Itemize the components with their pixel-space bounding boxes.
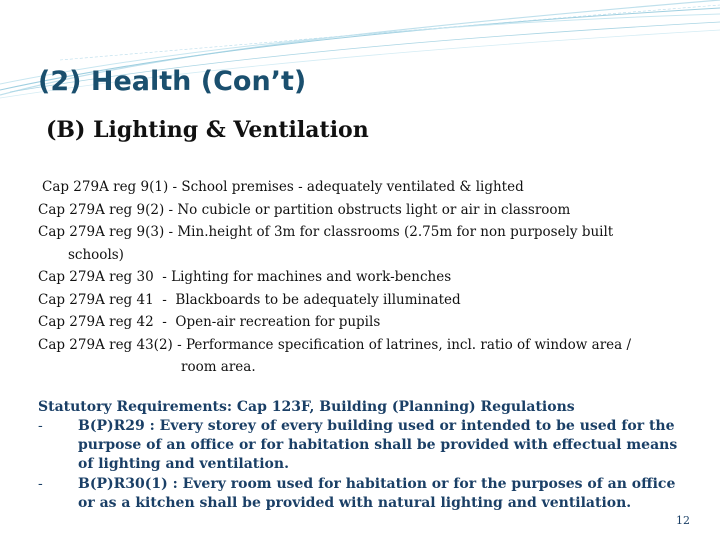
regulation-text: - Open-air recreation for pupils bbox=[153, 314, 381, 330]
bullet-dash: - bbox=[38, 476, 43, 492]
bullet-dash: - bbox=[38, 418, 43, 434]
regulation-ref: Cap 279A reg 9(2) bbox=[38, 201, 165, 218]
regulation-item bbox=[38, 311, 678, 334]
statutory-requirements bbox=[38, 398, 678, 513]
statutory-heading: Statutory Requirements: Cap 123F, Building (Planning) Regulations bbox=[38, 399, 575, 415]
regulation-text: - Performance specification of latrines, incl. ratio of window area / bbox=[172, 336, 632, 353]
slide-title: (2) Health (Con’t) bbox=[38, 66, 307, 97]
regulation-item bbox=[38, 176, 678, 199]
regulation-ref: Cap 279A reg 9(1) bbox=[42, 179, 169, 195]
regulation-item bbox=[38, 199, 678, 222]
regulation-text: - School premises - adequately ventilated & lighted bbox=[168, 179, 524, 195]
regulation-continuation: schools) bbox=[68, 246, 124, 263]
regulation-ref: Cap 279A reg 43(2) bbox=[38, 336, 173, 353]
statutory-text: B(P)R30(1) : Every room used for habitation or for the purposes of an office or as a kitchen shall be provided with natural lighting and ventilation. bbox=[78, 476, 676, 511]
regulation-text: - Lighting for machines and work-benches bbox=[153, 269, 452, 285]
regulation-text: - Min.height of 3m for classrooms (2.75m for non purposely built bbox=[164, 224, 614, 240]
regulation-text: - Blackboards to be adequately illuminated bbox=[153, 291, 461, 308]
statutory-item bbox=[38, 417, 678, 474]
regulation-item bbox=[38, 221, 678, 244]
regulation-item bbox=[38, 334, 678, 357]
regulation-ref: Cap 279A reg 41 bbox=[38, 291, 154, 308]
statutory-item bbox=[38, 475, 678, 513]
regulation-continuation: room area. bbox=[181, 359, 256, 375]
regulation-ref: Cap 279A reg 9(3) bbox=[38, 224, 165, 240]
regulation-text: - No cubicle or partition obstructs light or air in classroom bbox=[164, 201, 571, 218]
regulations-list bbox=[38, 176, 678, 379]
page-number: 12 bbox=[676, 514, 690, 527]
regulation-ref: Cap 279A reg 42 bbox=[38, 314, 154, 330]
statutory-text: B(P)R29 : Every storey of every building used or intended to be used for the purpose of an office or for habitation shall be provided with effectual means of lighting and ventilation. bbox=[78, 418, 678, 472]
regulation-item bbox=[38, 266, 678, 289]
regulation-item bbox=[38, 289, 678, 312]
slide-subtitle: (B) Lighting & Ventilation bbox=[46, 117, 369, 143]
regulation-ref: Cap 279A reg 30 bbox=[38, 269, 154, 285]
